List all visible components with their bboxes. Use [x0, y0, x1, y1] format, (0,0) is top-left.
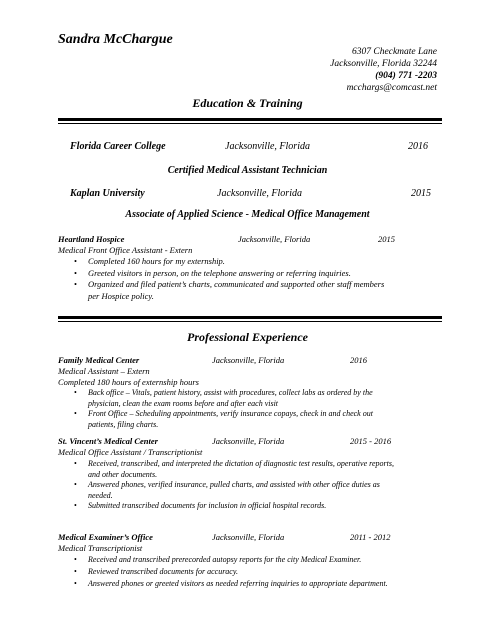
section-divider-thin	[58, 123, 442, 124]
school-year: 2016	[408, 141, 428, 152]
externship-org: Heartland Hospice	[58, 234, 125, 244]
list-item-continuation: per Hospice policy.	[88, 291, 154, 301]
list-item	[74, 388, 373, 409]
section-divider	[58, 118, 442, 121]
school-year: 2015	[411, 188, 431, 199]
list-item	[74, 409, 373, 430]
address-line-2: Jacksonville, Florida 32244	[330, 59, 437, 69]
candidate-name: Sandra McChargue	[58, 32, 173, 47]
school-name: Kaplan University	[70, 188, 145, 199]
employer-name: Medical Examiner’s Office	[58, 532, 153, 542]
list-item: • Completed 160 hours for my externship.	[74, 256, 384, 268]
job-duties	[74, 459, 394, 512]
list-item	[74, 480, 394, 501]
job-note: Completed 180 hours of externship hours	[58, 377, 199, 387]
employer-location: Jacksonville, Florida	[212, 532, 285, 542]
list-item	[74, 554, 388, 566]
bullet-line: Answered phones or greeted visitors as needed referring inquiries to appropriate department.	[88, 579, 388, 588]
employment-years: 2015 - 2016	[350, 436, 392, 446]
address-line-1: 6307 Checkmate Lane	[352, 47, 437, 57]
externship-location: Jacksonville, Florida	[238, 234, 311, 244]
bullet-line: Answered phones, verified insurance, pulled charts, and assisted with other office duties as	[88, 480, 380, 489]
externship-duties	[74, 256, 384, 291]
credential: Certified Medical Assistant Technician	[167, 165, 328, 176]
bullet-line: patients, filing charts.	[88, 419, 159, 429]
bullet-line: Reviewed transcribed documents for accuracy.	[88, 567, 238, 576]
employer-name: Family Medical Center	[58, 355, 140, 365]
school-location: Jacksonville, Florida	[217, 188, 302, 199]
bullet-line: physician, clean the exam rooms before and after each visit	[88, 398, 279, 408]
list-item	[74, 459, 394, 480]
bullet-line: Back office – Vitals, patient history, assist with procedures, collect labs as ordered by the	[88, 388, 373, 397]
section-divider	[58, 316, 442, 319]
experience-section-title: Professional Experience	[187, 330, 308, 344]
list-item	[74, 501, 394, 512]
section-divider-thin	[58, 321, 442, 322]
job-title: Medical Transcriptionist	[58, 543, 143, 553]
school-name: Florida Career College	[70, 141, 166, 152]
job-title: Medical Office Assistant / Transcriptionist	[58, 447, 203, 457]
job-title: Medical Assistant – Extern	[58, 366, 150, 376]
bullet-line: Received and transcribed prerecorded autopsy reports for the city Medical Examiner.	[88, 555, 362, 564]
employer-name: St. Vincent’s Medical Center	[58, 436, 158, 446]
list-item	[74, 566, 388, 578]
bullet-line: Front Office – Scheduling appointments, verify insurance copays, check in and check out	[88, 409, 373, 418]
employer-location: Jacksonville, Florida	[212, 355, 285, 365]
bullet-line: Received, transcribed, and interpreted the dictation of diagnostic test results, operative reports,	[88, 459, 394, 468]
job-duties	[74, 554, 388, 590]
list-item: • Greeted visitors in person, on the telephone answering or referring inquiries.	[74, 268, 384, 280]
credential: Associate of Applied Science - Medical Office Management	[125, 209, 370, 220]
school-location: Jacksonville, Florida	[225, 141, 310, 152]
employment-years: 2016	[350, 355, 367, 365]
bullet-line: needed.	[88, 490, 113, 500]
externship-year: 2015	[378, 234, 395, 244]
education-section-title: Education & Training	[192, 96, 303, 110]
employment-years: 2011 - 2012	[350, 532, 391, 542]
email-address: mcchargs@comcast.net	[346, 83, 437, 93]
list-item	[74, 578, 388, 590]
bullet-line: and other documents.	[88, 469, 158, 479]
list-item: • Organized and filed patient’s charts, communicated and supported other staff members	[74, 279, 384, 291]
phone-number: (904) 771 -2203	[375, 71, 437, 81]
externship-role: Medical Front Office Assistant - Extern	[58, 245, 193, 255]
employer-location: Jacksonville, Florida	[212, 436, 285, 446]
job-duties	[74, 388, 373, 430]
bullet-line: Submitted transcribed documents for inclusion in official hospital records.	[88, 501, 327, 510]
